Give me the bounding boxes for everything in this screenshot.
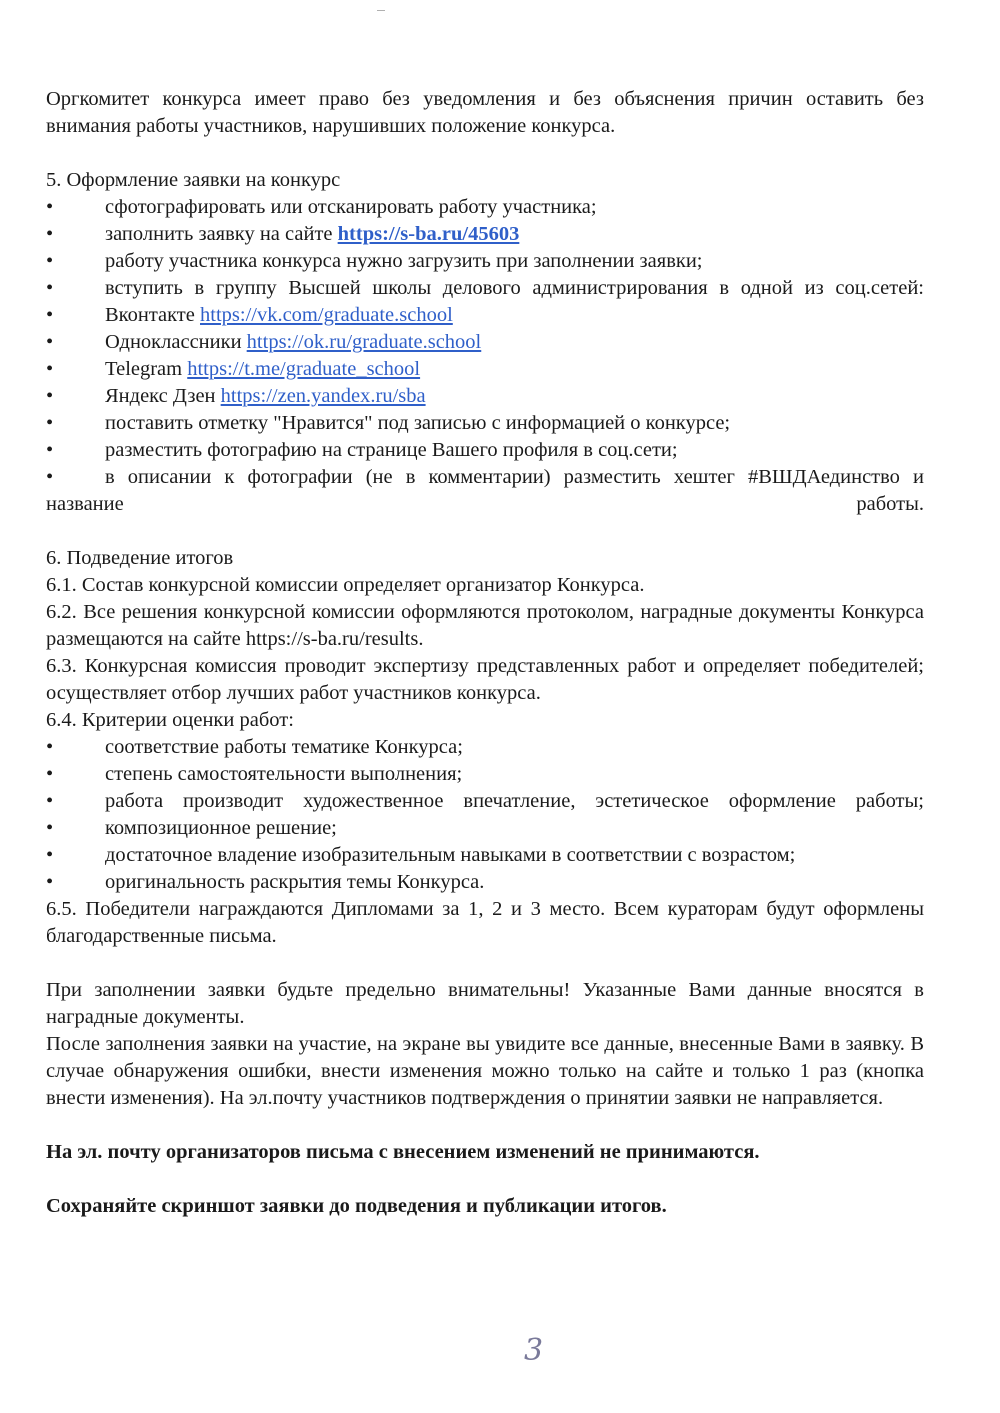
bullet-icon: • bbox=[46, 736, 54, 758]
bullet-icon: • bbox=[46, 439, 54, 461]
bullet-icon: • bbox=[46, 385, 54, 407]
list-item: • Одноклассники https://ok.ru/graduate.school bbox=[46, 329, 924, 356]
bullet-icon: • bbox=[46, 196, 54, 218]
intro-paragraph: Оргкомитет конкурса имеет право без уведомления и без объяснения причин оставить без внимания работы участников, нарушивших положение конкурса. bbox=[46, 88, 924, 137]
list-item: • работа производит художественное впечатление, эстетическое оформление работы; bbox=[46, 788, 924, 815]
paragraph-6-3: 6.3. Конкурсная комиссия проводит экспертизу представленных работ и определяет победителей; осуществляет отбор лучших работ участников конкурса. bbox=[46, 655, 924, 704]
bullet-icon: • bbox=[46, 466, 54, 488]
list-item: • разместить фотографию на странице Вашего профиля в соц.сети; bbox=[46, 437, 924, 464]
bullet-icon: • bbox=[46, 817, 54, 839]
scan-mark bbox=[377, 10, 385, 11]
zen-link[interactable]: https://zen.yandex.ru/sba bbox=[220, 385, 426, 407]
list-item: • поставить отметку "Нравится" под записью с информацией о конкурсе; bbox=[46, 410, 924, 437]
bullet-icon: • bbox=[46, 358, 54, 380]
document-page bbox=[46, 86, 924, 1220]
bullet-icon: • bbox=[46, 412, 54, 434]
bullet-icon: • bbox=[46, 871, 54, 893]
section5-heading: 5. Оформление заявки на конкурс bbox=[46, 169, 341, 191]
bullet-icon: • bbox=[46, 331, 54, 353]
warning-email: На эл. почту организаторов письма с внесением изменений не принимаются. bbox=[46, 1141, 760, 1163]
notice-paragraph-2: После заполнения заявки на участие, на экране вы увидите все данные, внесенные Вами в заявку. В случае обнаружения ошибки, внести изменения можно только на сайте и только 1 раз (кнопка внести изменения). На эл.почту участников подтверждения о принятии заявки не направляется. bbox=[46, 1033, 924, 1109]
list-item: • оригинальность раскрытия темы Конкурса. bbox=[46, 869, 924, 896]
bullet-icon: • bbox=[46, 250, 54, 272]
list-item: • достаточное владение изобразительным навыками в соответствии с возрастом; bbox=[46, 842, 924, 869]
list-item: • работу участника конкурса нужно загрузить при заполнении заявки; bbox=[46, 248, 924, 275]
bullet-icon: • bbox=[46, 304, 54, 326]
list-item: • композиционное решение; bbox=[46, 815, 924, 842]
section6-heading: 6. Подведение итогов bbox=[46, 547, 234, 569]
list-item: • соответствие работы тематике Конкурса; bbox=[46, 734, 924, 761]
list-item: • заполнить заявку на сайте https://s-ba.ru/45603 bbox=[46, 221, 924, 248]
paragraph-6-4: 6.4. Критерии оценки работ: bbox=[46, 709, 294, 731]
bullet-icon: • bbox=[46, 223, 54, 245]
list-item: • степень самостоятельности выполнения; bbox=[46, 761, 924, 788]
list-item: • вступить в группу Высшей школы делового администрирования в одной из соц.сетей: bbox=[46, 275, 924, 302]
bullet-icon: • bbox=[46, 790, 54, 812]
list-item: • Яндекс Дзен https://zen.yandex.ru/sba bbox=[46, 383, 924, 410]
bullet-icon: • bbox=[46, 277, 54, 299]
bullet-icon: • bbox=[46, 844, 54, 866]
telegram-link[interactable]: https://t.me/graduate_school bbox=[187, 358, 421, 380]
warning-screenshot: Сохраняйте скриншот заявки до подведения и публикации итогов. bbox=[46, 1195, 667, 1217]
list-item: • Telegram https://t.me/graduate_school bbox=[46, 356, 924, 383]
list-item: • сфотографировать или отсканировать работу участника; bbox=[46, 194, 924, 221]
notice-paragraph: При заполнении заявки будьте предельно внимательны! Указанные Вами данные вносятся в наградные документы. bbox=[46, 979, 924, 1028]
paragraph-6-1: 6.1. Состав конкурсной комиссии определяет организатор Конкурса. bbox=[46, 574, 645, 596]
bullet-icon: • bbox=[46, 763, 54, 785]
vk-link[interactable]: https://vk.com/graduate.school bbox=[200, 304, 453, 326]
list-item: • Вконтакте https://vk.com/graduate.school bbox=[46, 302, 924, 329]
application-link[interactable]: https://s-ba.ru/45603 bbox=[337, 223, 520, 245]
paragraph-6-2: 6.2. Все решения конкурсной комиссии оформляются протоколом, наградные документы Конкурса размещаются на сайте https://s-ba.ru/results. bbox=[46, 601, 924, 650]
list-item: • в описании к фотографии (не в комментарии) разместить хештег #ВШДАединство и название работы. bbox=[46, 466, 924, 515]
paragraph-6-5: 6.5. Победители награждаются Дипломами за 1, 2 и 3 место. Всем кураторам будут оформлены благодарственные письма. bbox=[46, 898, 924, 947]
ok-link[interactable]: https://ok.ru/graduate.school bbox=[246, 331, 482, 353]
page-number: 3 bbox=[524, 1333, 544, 1368]
